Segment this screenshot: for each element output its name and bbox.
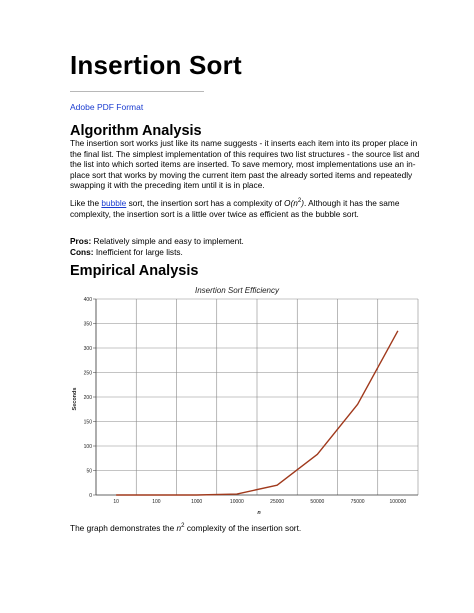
title-divider xyxy=(70,91,204,92)
caption-text-end: complexity of the insertion sort. xyxy=(184,523,302,533)
algorithm-paragraph: The insertion sort works just like its name suggests - it inserts each item into its proper place in the final list. The simplest implementation of this requires two list structures - the source list and the list into which sorted items are inserted. To save memory, most implementations use an in-place sort that works by moving the current item past the already sorted items and repeatedly swapping it with the preceding item until it is in place. xyxy=(70,138,420,190)
pros-cons-block xyxy=(70,236,420,257)
bubble-sort-link[interactable]: bubble xyxy=(101,198,127,208)
big-o-exponent: 2 xyxy=(297,198,302,205)
page-title: Insertion Sort xyxy=(70,50,242,80)
x-tick-label: 10000 xyxy=(229,499,244,505)
complexity-text-end: . Although it has the same complexity, the insertion sort is a little over twice as efficient as the bubble sort. xyxy=(70,198,400,219)
pros-text: Relatively simple and easy to implement. xyxy=(91,236,244,246)
y-tick-label: 150 xyxy=(83,419,92,426)
chart-title: Insertion Sort Efficiency xyxy=(194,286,280,295)
empirical-analysis-heading: Empirical Analysis xyxy=(70,263,199,279)
algorithm-analysis-heading: Algorithm Analysis xyxy=(70,123,202,139)
x-tick-label: 75000 xyxy=(350,499,365,505)
y-tick-label: 50 xyxy=(86,468,92,475)
cons-text: Inefficient for large lists. xyxy=(93,246,183,257)
caption-text-start: The graph demonstrates the xyxy=(70,523,177,533)
graph-caption xyxy=(70,523,420,534)
cons-label: Cons: xyxy=(70,246,94,257)
insertion-sort-efficiency-chart xyxy=(63,282,423,522)
x-tick-label: 1000 xyxy=(191,499,203,505)
complexity-paragraph xyxy=(70,198,420,219)
x-axis-label: n xyxy=(257,510,261,516)
chart-grid xyxy=(96,299,418,495)
y-tick-label: 200 xyxy=(83,395,92,401)
x-tick-label: 100 xyxy=(152,499,161,505)
caption-n: n xyxy=(176,523,182,533)
y-tick-label: 400 xyxy=(83,297,92,303)
big-o-notation: O(n xyxy=(284,198,298,208)
y-tick-label: 100 xyxy=(83,444,92,450)
adobe-pdf-link[interactable]: Adobe PDF Format xyxy=(70,102,144,112)
caption-exponent: 2 xyxy=(181,523,185,530)
x-tick-label: 100000 xyxy=(389,499,407,505)
y-tick-label: 250 xyxy=(83,370,92,377)
y-tick-label: 0 xyxy=(89,493,92,499)
complexity-text-mid: sort, the insertion sort has a complexity of xyxy=(126,198,285,208)
x-tick-label: 10 xyxy=(113,499,119,505)
big-o-close: ) xyxy=(301,198,304,208)
complexity-text-start: Like the xyxy=(70,198,102,208)
x-tick-label: 25000 xyxy=(270,499,285,505)
x-tick-label: 50000 xyxy=(310,499,325,505)
pros-label: Pros: xyxy=(70,236,92,246)
y-tick-label: 350 xyxy=(83,321,92,328)
y-axis-label: Seconds xyxy=(72,387,78,411)
chart-axes xyxy=(84,297,418,505)
y-tick-label: 300 xyxy=(83,346,92,352)
